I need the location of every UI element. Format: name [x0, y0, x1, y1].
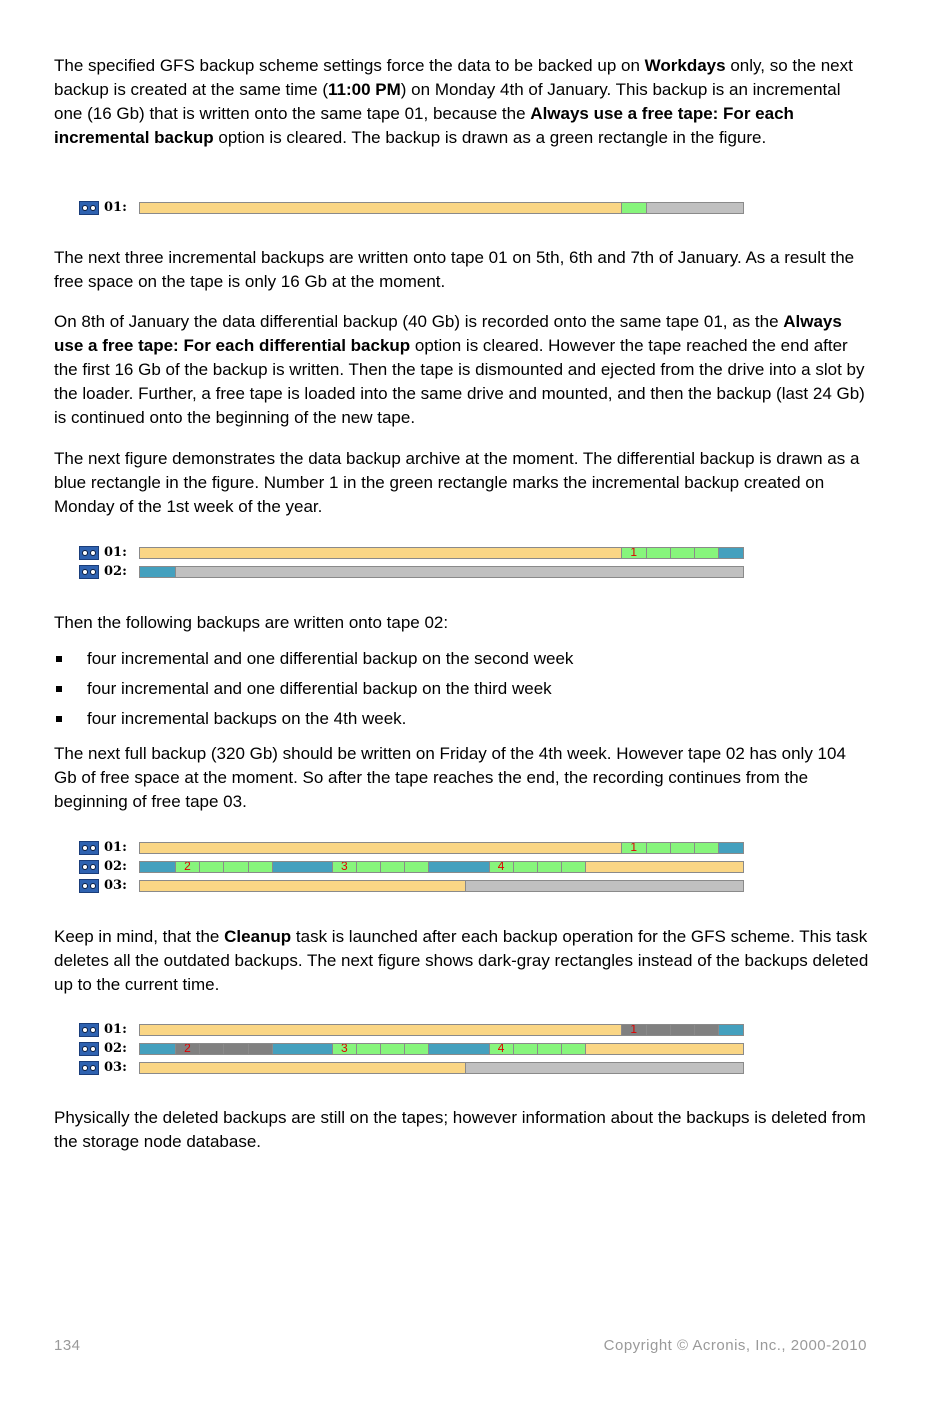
incremental-backup-segment: [333, 1044, 357, 1054]
bullet-marker: [56, 656, 62, 662]
incremental-backup-segment: [357, 1044, 381, 1054]
tape-cartridge-icon: [79, 201, 99, 215]
tape-label: 02:: [104, 859, 127, 874]
full-backup-segment: [586, 1044, 743, 1054]
free-backup-segment: [466, 1063, 743, 1073]
incremental-backup-segment: [695, 548, 719, 558]
bullet-item: [54, 707, 854, 731]
text-run: ) on Monday 4th of January. This backup is an incremental one (16 Gb) that is written onto the same tape 01, because the: [54, 80, 841, 123]
incremental-backup-segment: [647, 548, 671, 558]
bold-text-run: Always use a free tape: For each differential backup: [54, 312, 842, 355]
tape-row: [79, 841, 749, 855]
text-run: The next three incremental backups are written onto tape 01 on 5th, 6th and 7th of January. As a result the free space on the tape is only 16 Gb at the moment.: [54, 248, 855, 291]
tape-label: 03:: [104, 878, 127, 893]
segment-number-label: 1: [630, 842, 638, 854]
tape-row: [79, 1042, 749, 1056]
differential-backup-segment: [140, 567, 176, 577]
incremental-backup-segment: [333, 862, 357, 872]
deleted-backup-segment: [695, 1025, 719, 1035]
tape-bar: [139, 880, 744, 892]
tape-label: 03:: [104, 1060, 127, 1075]
text-run: Physically the deleted backups are still on the tapes; however information about the backups is deleted from the storage node database.: [54, 1108, 866, 1151]
tape-cartridge-icon: [79, 565, 99, 579]
paragraph-next-incrementals: [54, 246, 872, 294]
tape-label: 01:: [104, 200, 127, 215]
tape-cartridge-icon: [79, 1042, 99, 1056]
paragraph-differential-backup: [54, 310, 872, 430]
incremental-backup-segment: [514, 1044, 538, 1054]
full-backup-segment: [140, 1025, 622, 1035]
tape-label: 02:: [104, 564, 127, 579]
differential-backup-segment: [140, 862, 176, 872]
bullet-text: four incremental backups on the 4th week.: [87, 709, 407, 728]
free-backup-segment: [176, 567, 743, 577]
differential-backup-segment: [429, 1044, 489, 1054]
tape-row: [79, 1023, 749, 1037]
tape-row: [79, 860, 749, 874]
differential-backup-segment: [429, 862, 489, 872]
incremental-backup-segment: [176, 862, 200, 872]
tape-label: 01:: [104, 1022, 127, 1037]
incremental-backup-segment: [514, 862, 538, 872]
tape-bar: [139, 566, 744, 578]
tape-bar: [139, 1043, 744, 1055]
tape-bar: [139, 202, 744, 214]
segment-number-label: 1: [630, 1024, 638, 1036]
tape-row: [79, 546, 749, 560]
differential-backup-segment: [273, 1044, 333, 1054]
incremental-backup-segment: [562, 862, 586, 872]
full-backup-segment: [140, 843, 622, 853]
tape-bar: [139, 1024, 744, 1036]
tape-row: [79, 565, 749, 579]
text-run: option is cleared. The backup is drawn as a green rectangle in the figure.: [213, 128, 767, 147]
bullet-text: four incremental and one differential backup on the third week: [87, 679, 552, 698]
incremental-backup-segment: [224, 862, 248, 872]
incremental-backup-segment: [200, 862, 224, 872]
text-run: only, so the next backup is created at the same time (: [54, 56, 853, 99]
text-run: The next full backup (320 Gb) should be written on Friday of the 4th week. However tape 02 has only 104 Gb of free space at the moment. So after the tape reaches the end, the recording continues from the beginning of free tape 03.: [54, 744, 846, 811]
full-backup-segment: [140, 548, 622, 558]
incremental-backup-segment: [405, 862, 429, 872]
tape-cartridge-icon: [79, 1023, 99, 1037]
differential-backup-segment: [273, 862, 333, 872]
deleted-backup-segment: [176, 1044, 200, 1054]
incremental-backup-segment: [671, 548, 695, 558]
segment-number-label: 3: [340, 1043, 348, 1055]
incremental-backup-segment: [538, 862, 562, 872]
incremental-backup-segment: [357, 862, 381, 872]
incremental-backup-segment: [381, 1044, 405, 1054]
free-backup-segment: [466, 881, 743, 891]
tape-row: [79, 879, 749, 893]
bullet-item: [54, 677, 854, 701]
tape-row: [79, 1061, 749, 1075]
incremental-backup-segment: [622, 843, 646, 853]
differential-backup-segment: [719, 1025, 743, 1035]
incremental-backup-segment: [249, 862, 273, 872]
segment-number-label: 2: [184, 1043, 191, 1055]
segment-number-label: 2: [184, 861, 191, 873]
full-backup-segment: [140, 881, 466, 891]
tape-cartridge-icon: [79, 546, 99, 560]
tape-bar: [139, 842, 744, 854]
incremental-backup-segment: [490, 1044, 514, 1054]
bullet-text: four incremental and one differential backup on the second week: [87, 649, 574, 668]
incremental-backup-segment: [671, 843, 695, 853]
paragraph-figure-explanation: [54, 447, 872, 519]
incremental-backup-segment: [381, 862, 405, 872]
free-backup-segment: [647, 203, 743, 213]
tape-row: [79, 201, 749, 215]
bold-text-run: 11:00 PM: [328, 80, 401, 99]
deleted-backup-segment: [671, 1025, 695, 1035]
paragraph-tape02-intro: [54, 611, 872, 635]
incremental-backup-segment: [405, 1044, 429, 1054]
paragraph-cleanup-task: [54, 925, 872, 997]
text-run: The next figure demonstrates the data backup archive at the moment. The differential backup is drawn as a blue rectangle in the figure. Number 1 in the green rectangle marks the incremental backup created on Monday of the 1st week of the year.: [54, 449, 860, 516]
bullet-marker: [56, 716, 62, 722]
incremental-backup-segment: [647, 843, 671, 853]
copyright-notice: Copyright © Acronis, Inc., 2000-2010: [603, 1337, 867, 1354]
paragraph-deleted-backups: [54, 1106, 872, 1154]
tape-label: 02:: [104, 1041, 127, 1056]
text-run: task is launched after each backup operation for the GFS scheme. This task deletes all the outdated backups. The next figure shows dark-gray rectangles instead of the backups deleted up to the current time.: [54, 927, 869, 994]
bullet-marker: [56, 686, 62, 692]
tape-bar: [139, 1062, 744, 1074]
tape-bar: [139, 547, 744, 559]
bold-text-run: Always use a free tape: For each incremental backup: [54, 104, 794, 147]
deleted-backup-segment: [647, 1025, 671, 1035]
tape-cartridge-icon: [79, 860, 99, 874]
tape-bar: [139, 861, 744, 873]
segment-number-label: 4: [497, 861, 505, 873]
incremental-backup-segment: [622, 548, 646, 558]
deleted-backup-segment: [622, 1025, 646, 1035]
text-run: Then the following backups are written onto tape 02:: [54, 613, 449, 632]
bold-text-run: Cleanup: [224, 927, 292, 946]
differential-backup-segment: [719, 843, 743, 853]
text-run: On 8th of January the data differential backup (40 Gb) is recorded onto the same tape 01, as the: [54, 312, 784, 331]
full-backup-segment: [140, 203, 622, 213]
incremental-backup-segment: [490, 862, 514, 872]
text-run: option is cleared. However the tape reached the end after the first 16 Gb of the backup is written. Then the tape is dismounted and ejected from the drive into a slot by the loader. Further, a free tape is loaded into the same drive and mounted, and then the backup (last 24 Gb) is continued onto the beginning of the new tape.: [54, 336, 865, 427]
paragraph-next-full-backup: [54, 742, 872, 814]
tape-label: 01:: [104, 545, 127, 560]
tape-cartridge-icon: [79, 1061, 99, 1075]
page-number: 134: [54, 1337, 81, 1354]
differential-backup-segment: [140, 1044, 176, 1054]
incremental-backup-segment: [562, 1044, 586, 1054]
segment-number-label: 1: [630, 547, 638, 559]
deleted-backup-segment: [200, 1044, 224, 1054]
tape-label: 01:: [104, 840, 127, 855]
bullet-item: [54, 647, 854, 671]
full-backup-segment: [140, 1063, 466, 1073]
full-backup-segment: [586, 862, 743, 872]
differential-backup-segment: [719, 548, 743, 558]
bold-text-run: Workdays: [644, 56, 726, 75]
text-run: Keep in mind, that the: [54, 927, 225, 946]
incremental-backup-segment: [695, 843, 719, 853]
paragraph-gfs-settings: [54, 54, 872, 150]
deleted-backup-segment: [249, 1044, 273, 1054]
segment-number-label: 4: [497, 1043, 505, 1055]
tape-cartridge-icon: [79, 841, 99, 855]
incremental-backup-segment: [622, 203, 646, 213]
tape-cartridge-icon: [79, 879, 99, 893]
incremental-backup-segment: [538, 1044, 562, 1054]
text-run: The specified GFS backup scheme settings force the data to be backed up on: [54, 56, 645, 75]
segment-number-label: 3: [340, 861, 348, 873]
deleted-backup-segment: [224, 1044, 248, 1054]
